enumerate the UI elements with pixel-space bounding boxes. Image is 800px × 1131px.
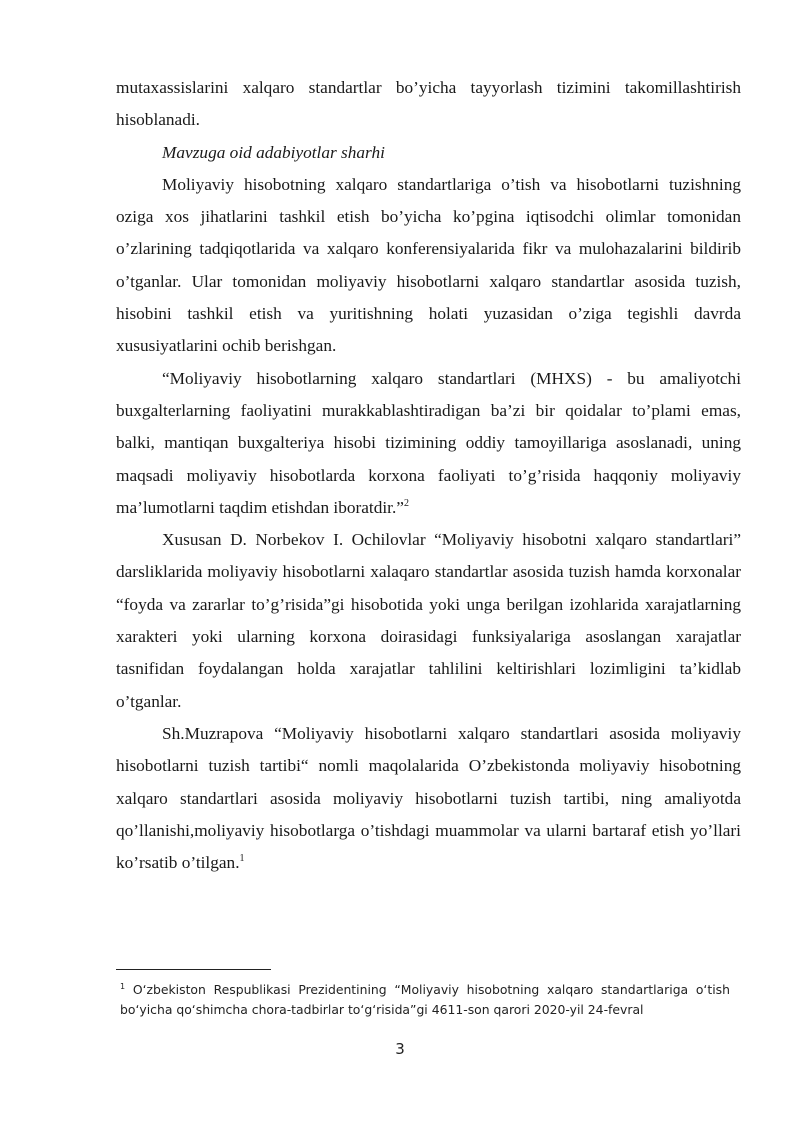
paragraph-4-text: Sh.Muzrapova “Moliyaviy hisobotlarni xalqaro standartlari asosida moliyaviy hisobotlarni tuzish tartibi“ nomli maqolalarida O’zbekistonda moliyaviy hisobotning xalqaro standartlari asosida moliyaviy hisobotlarni tuzish tartibi, ning amaliyotda qo’llanishi,moliyaviy hisobotlarga o’tishdagi muammolar va ularni bartaraf etish yo’llari ko’rsatib o’tilgan. xyxy=(116,723,741,873)
footnote-ref-2: 2 xyxy=(403,498,409,510)
paragraph-continuation: mutaxassislarini xalqaro standartlar bo’yicha tayyorlash tizimini takomillashtirish hisoblanadi. xyxy=(116,78,741,130)
section-heading: Mavzuga oid adabiyotlar sharhi xyxy=(162,142,385,162)
footnote-marker: 1 xyxy=(120,981,126,991)
footnote-ref-1: 1 xyxy=(239,853,245,865)
footnote-separator xyxy=(116,969,271,970)
paragraph-2-text: “Moliyaviy hisobotlarning xalqaro standartlari (MHXS) - bu amaliyotchi buxgalterlarning faoliyatini murakkablashtiradigan ba’zi bir qoidalar to’plami emas, balki, mantiqan buxgalteriya hisobi tizimining oddiy tamoyillariga asoslanadi, uning maqsadi moliyaviy hisobotlarda korxona faoliyati to’g’risida haqqoniy moliyaviy ma’lumotlarni taqdim etishdan iboratdir.” xyxy=(116,368,741,517)
paragraph-4 xyxy=(116,718,741,879)
footnote xyxy=(120,980,730,1020)
paragraph-3: Xususan D. Norbekov I. Ochilovlar “Moliyaviy hisobotni xalqaro standartlari” darsliklarida moliyaviy hisobotlarni xalaqaro standartlar asosida tuzish hamda korxonalar “foyda va zararlar to’g’risida”gi hisobotida yoki unga berilgan izohlarida xarajatlarning xarakteri yoki ularning korxona doirasidagi funksiyalariga asoslangan xarajatlar tasnifidan foydalangan holda xarajatlar tahlilini keltirishlari lozimligini ta’kidlab o’tganlar. xyxy=(116,530,741,711)
body-text xyxy=(116,72,741,879)
paragraph-2 xyxy=(116,363,741,524)
page-number: 3 xyxy=(395,1040,405,1058)
paragraph-1: Moliyaviy hisobotning xalqaro standartlariga o’tish va hisobotlarni tuzishning oziga xos jihatlarini tashkil etish bo’yicha ko’pgina iqtisodchi olimlar tomonidan o’zlarining tadqiqotlarida va xalqaro konferensiyalarida fikr va mulohazalarini bildirib o’tganlar. Ular tomonidan moliyaviy hisobotlarni xalqaro standartlar asosida tuzish, hisobini tashkil etish va yuritishning holati yuzasidan o’ziga tegishli davrda xususiyatlarini ochib berishgan. xyxy=(116,174,741,356)
footnote-text: O‘zbekiston Respublikasi Prezidentining “Moliyaviy hisobotning xalqaro standartlariga o‘tish bo‘yicha qo‘shimcha chora-tadbirlar to‘g‘risida”gi 4611-son qarori 2020-yil 24-fevral xyxy=(120,982,730,1017)
